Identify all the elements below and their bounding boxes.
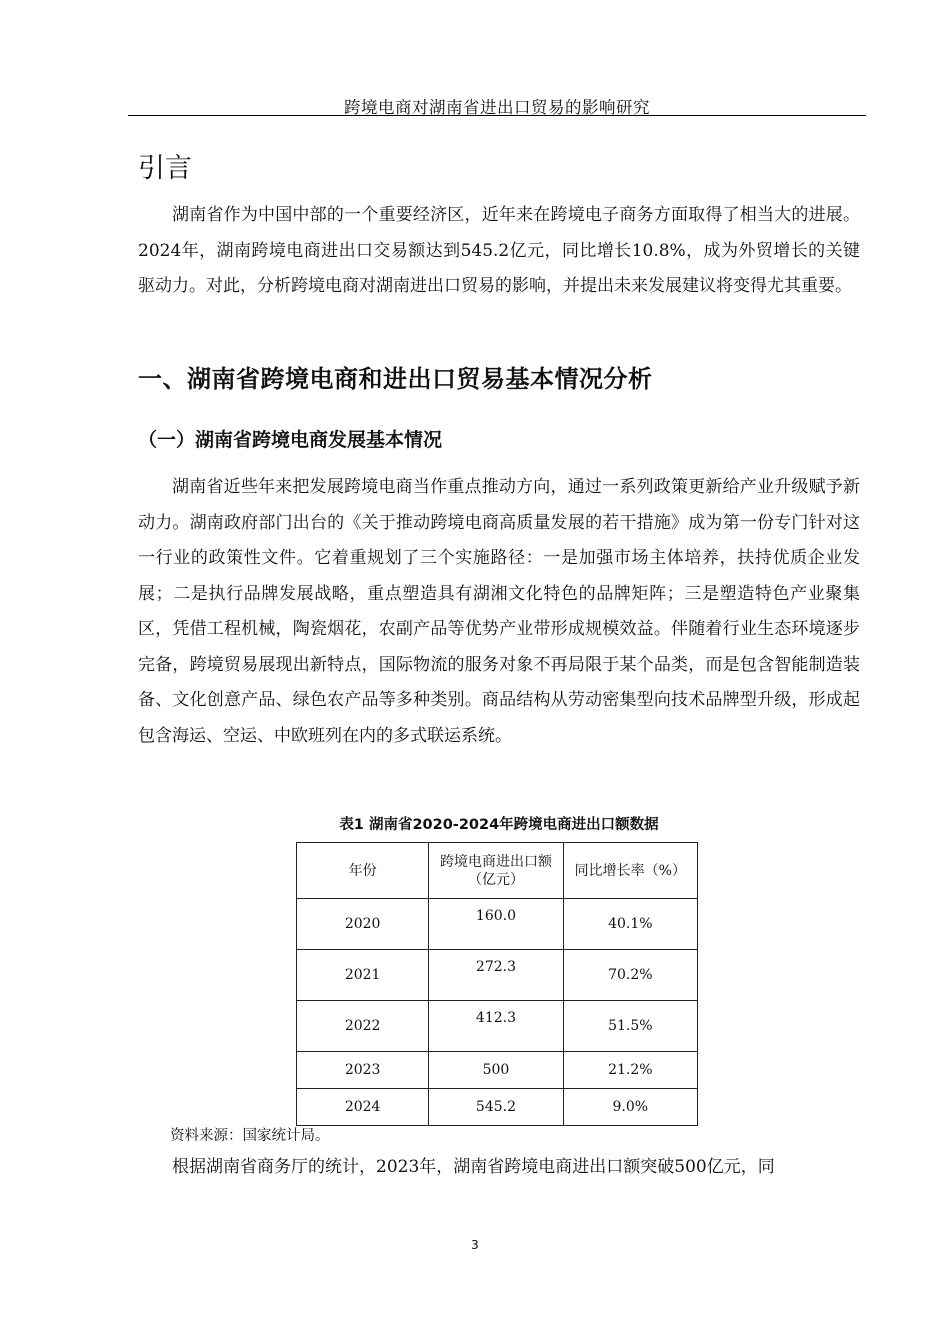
- table-cell: 51.5%: [563, 1001, 697, 1052]
- section-heading: 一、湖南省跨境电商和进出口贸易基本情况分析: [138, 365, 653, 393]
- cell-value: 412.3: [475, 1010, 516, 1026]
- table-cell: 70.2%: [563, 950, 697, 1001]
- table-cell: 2023: [297, 1052, 429, 1089]
- table-header-row: [297, 843, 698, 899]
- table-cell: 2021: [297, 950, 429, 1001]
- table-row: [297, 1001, 698, 1052]
- table-header-cell: 同比增长率（%）: [563, 843, 697, 899]
- table-row: [297, 950, 698, 1001]
- table-cell: 2024: [297, 1089, 429, 1126]
- cell-value: 160.0: [475, 908, 516, 924]
- table-caption: 表1 湖南省2020-2024年跨境电商进出口额数据: [339, 817, 659, 833]
- header-rule: [128, 115, 866, 116]
- table-cell: 9.0%: [563, 1089, 697, 1126]
- table-cell: [429, 1001, 563, 1052]
- table-cell: 2020: [297, 899, 429, 950]
- table-row: [297, 1089, 698, 1126]
- subsection-heading: （一）湖南省跨境电商发展基本情况: [138, 429, 443, 451]
- table-cell: 40.1%: [563, 899, 697, 950]
- table-row: [297, 899, 698, 950]
- table-cell: 21.2%: [563, 1052, 697, 1089]
- table-cell: [429, 899, 563, 950]
- table-cell: 545.2: [429, 1089, 563, 1126]
- table-cell: 2022: [297, 1001, 429, 1052]
- intro-heading: 引言: [138, 153, 192, 184]
- cell-value: 272.3: [475, 959, 516, 975]
- table-header-cell: 跨境电商进出口额（亿元）: [429, 843, 563, 899]
- intro-paragraph: 湖南省作为中国中部的一个重要经济区，近年来在跨境电子商务方面取得了相当大的进展。2024年，湖南跨境电商进出口交易额达到545.2亿元，同比增长10.8%，成为外贸增长的关键驱动力。对此，分析跨境电商对湖南进出口贸易的影响，并提出未来发展建议将变得尤其重要。: [138, 205, 860, 296]
- data-table: [296, 842, 698, 1126]
- closing-paragraph: 根据湖南省商务厅的统计，2023年，湖南省跨境电商进出口额突破500亿元，同: [172, 1157, 775, 1177]
- table-header-cell: 年份: [297, 843, 429, 899]
- table-row: [297, 1052, 698, 1089]
- table-source-note: 资料来源：国家统计局。: [170, 1128, 330, 1144]
- subsection-paragraph: 湖南省近些年来把发展跨境电商当作重点推动方向，通过一系列政策更新给产业升级赋予新动力。湖南政府部门出台的《关于推动跨境电商高质量发展的若干措施》成为第一份专门针对这一行业的政策性文件。它着重规划了三个实施路径：一是加强市场主体培养，扶持优质企业发展；二是执行品牌发展战略，重点塑造具有湖湘文化特色的品牌矩阵；三是塑造特色产业聚集区，凭借工程机械，陶瓷烟花，农副产品等优势产业带形成规模效益。伴随着行业生态环境逐步完备，跨境贸易展现出新特点，国际物流的服务对象不再局限于某个品类，而是包含智能制造装备、文化创意产品、绿色农产品等多种类别。商品结构从劳动密集型向技术品牌型升级，形成起包含海运、空运、中欧班列在内的多式联运系统。: [138, 477, 860, 746]
- table-cell: 500: [429, 1052, 563, 1089]
- running-header: 跨境电商对湖南省进出口贸易的影响研究: [344, 98, 650, 117]
- table-cell: [429, 950, 563, 1001]
- page-number: 3: [471, 1238, 479, 1252]
